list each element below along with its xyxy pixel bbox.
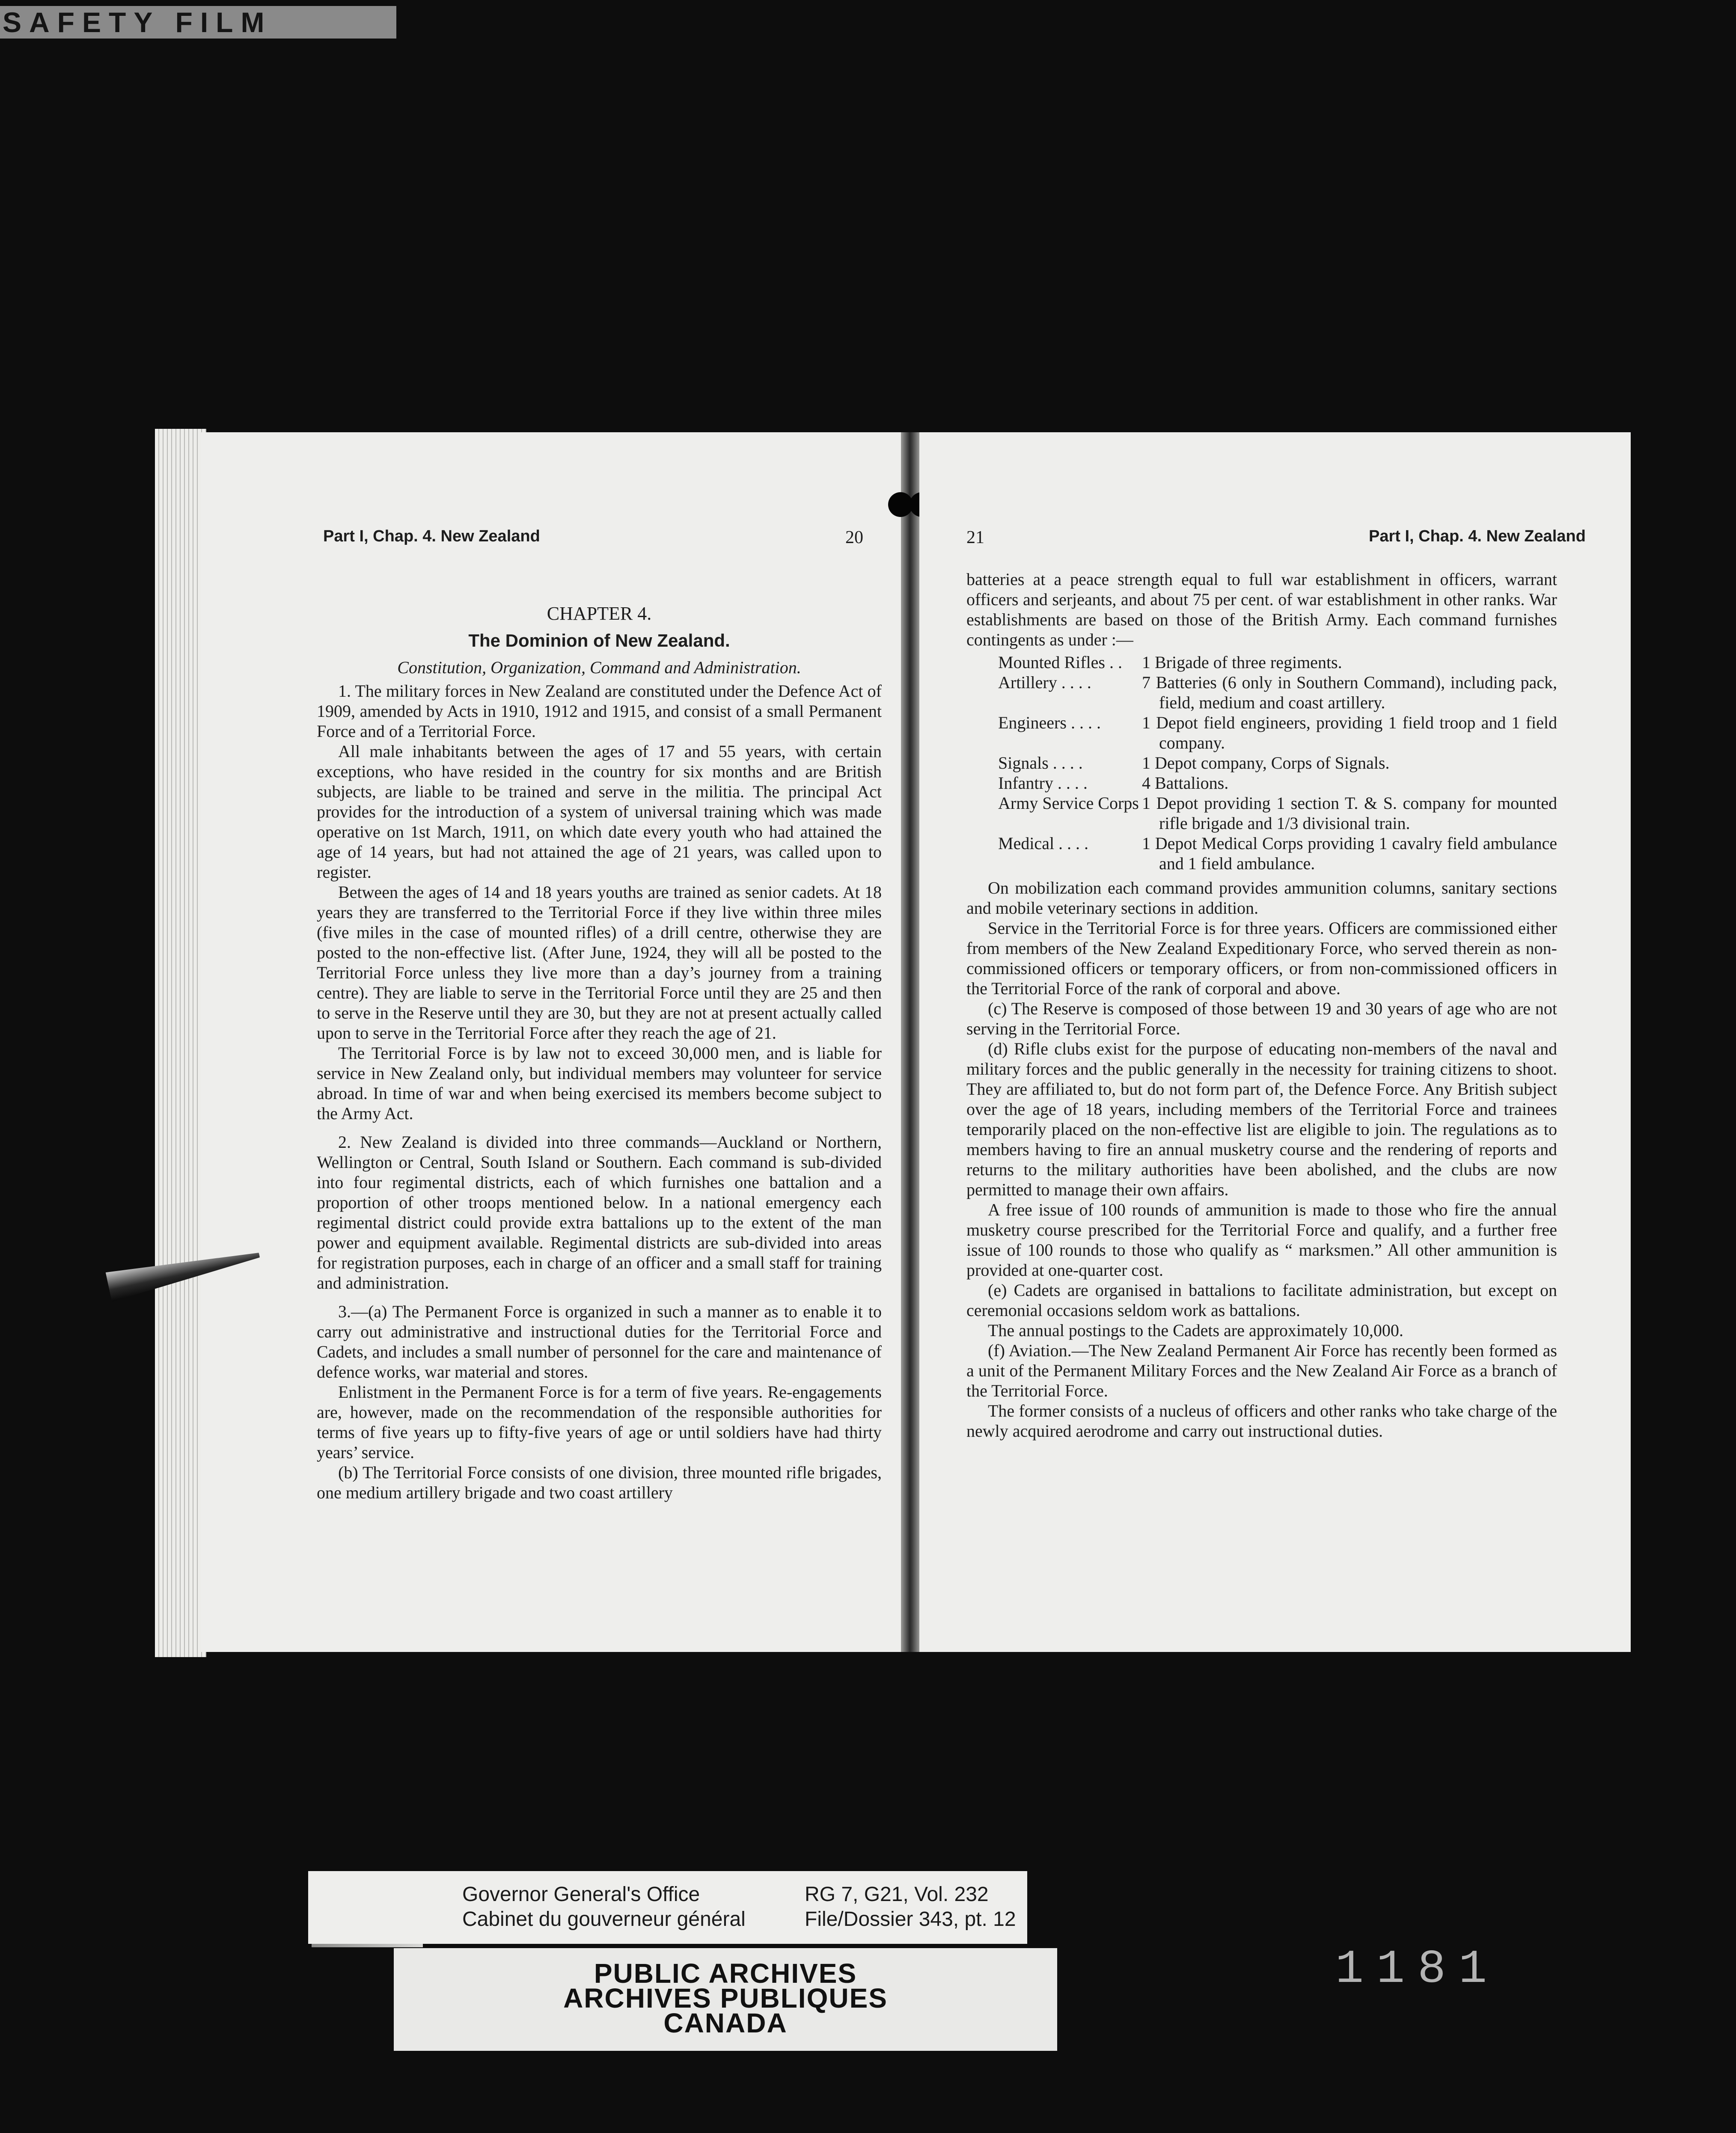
paragraph: Between the ages of 14 and 18 years youths are trained as senior cadets. At 18 years they are transferred to the Territorial Force if they live within three miles (five miles in the case of mounted rifles) of a drill centre, otherwise they are posted to the non-effective list. (After June, 1924, they will all be posted to the Territorial Force unless they live more than a day’s journey from a training centre). They are liable to serve in the Territorial Force until they are 25 and then to serve in the Reserve until they are 30, but they are not at present actually called upon to serve in the Territorial Force after they reach the age of 21. <box>317 882 882 1043</box>
unit-row <box>966 773 1557 793</box>
unit-description: 7 Batteries (6 only in Southern Command), including pack, field, medium and coast artillery. <box>1142 673 1557 712</box>
unit-row <box>966 833 1557 873</box>
paragraph: 2. New Zealand is divided into three commands—Auckland or Northern, Wellington or Central, South Island or Southern. Each command is sub-divided into four regimental districts, each of which furnishes one battalion and a proportion of other troops mentioned below. In a national emergency each regimental district could provide extra battalions up to the extent of the man power and equipment available. Regimental districts are sub-divided into areas for registration purposes, each in charge of an officer and a small staff for training and administration. <box>317 1132 882 1292</box>
unit-row <box>966 713 1557 753</box>
paragraph: The Territorial Force is by law not to exceed 30,000 men, and is liable for service in New Zealand only, but individual members may volunteer for service abroad. In time of war and when being exercised its members become subject to the Army Act. <box>317 1043 882 1123</box>
unit-name: Signals . . . . <box>998 753 1083 772</box>
left-page-header: Part I, Chap. 4. New Zealand <box>323 527 540 545</box>
unit-name: Medical . . . . <box>998 834 1089 853</box>
paragraph: 3.—(a) The Permanent Force is organized in such a manner as to enable it to carry out administrative and instructional duties for the Territorial Force and Cadets, and includes a small number of personnel for the care and maintenance of defence works, war material and stores. <box>317 1302 882 1381</box>
unit-name: Army Service Corps <box>998 793 1139 813</box>
reference-numbers <box>805 1882 1016 1932</box>
frame-number: 1181 <box>1335 1943 1500 1996</box>
unit-description: 1 Depot field engineers, providing 1 field troop and 1 field company. <box>1142 713 1557 752</box>
office-french: Cabinet du gouverneur général <box>462 1908 746 1931</box>
unit-name: Infantry . . . . <box>998 773 1088 793</box>
units-table <box>966 652 1557 873</box>
right-page-body <box>966 569 1557 1441</box>
unit-row <box>966 652 1557 672</box>
paragraph: Enlistment in the Permanent Force is for a term of five years. Re-engagements are, however, made on the recommendation of the responsible authorities for terms of five years up to fifty-five years of age or until soldiers have had thirty years’ service. <box>317 1382 882 1462</box>
book-gutter <box>901 432 921 1652</box>
unit-name: Mounted Rifles . . <box>998 653 1122 672</box>
left-page-body <box>317 603 882 1503</box>
left-page-number: 20 <box>845 528 863 547</box>
archives-stamp <box>394 1948 1057 2051</box>
office-english: Governor General's Office <box>462 1883 700 1906</box>
paragraph: 1. The military forces in New Zealand are constituted under the Defence Act of 1909, amended by Acts in 1910, 1912 and 1915, and consist of a small Permanent Force and of a Territorial Force. <box>317 681 882 741</box>
archives-line-2: ARCHIVES PUBLIQUES <box>563 1983 888 2014</box>
record-group: RG 7, G21, Vol. 232 <box>805 1883 989 1906</box>
paragraph: The annual postings to the Cadets are approximately 10,000. <box>988 1321 1403 1340</box>
left-page <box>201 432 903 1652</box>
right-page-header: Part I, Chap. 4. New Zealand <box>1369 527 1586 545</box>
paragraph: (d) Rifle clubs exist for the purpose of educating non-members of the naval and military forces and the public generally in the necessity for training citizens to shoot. They are affiliated to, but do not form part of, the Defence Force. Any British subject over the age of 18 years, including members of the Territorial Force and trainees temporarily placed on the non-effective list are eligible to join. The regulations as to members having to fire an annual musketry course and the rendering of reports and returns to the military authorities have been abolished, and the clubs are now permitted to manage their own affairs. <box>966 1039 1557 1199</box>
paragraph: On mobilization each command provides ammunition columns, sanitary sections and mobile veterinary sections in addition. <box>966 878 1557 918</box>
paragraph: All male inhabitants between the ages of 17 and 55 years, with certain exceptions, who have resided in the country for six months and are British subjects, are liable to be trained and serve in the militia. The principal Act provides for the introduction of a system of universal training which was made operative on 1st March, 1911, on which date every youth who had attained the age of 14 years, but had not attained the age of 21 years, was called upon to register. <box>317 742 882 882</box>
unit-row <box>966 793 1557 833</box>
archives-line-1: PUBLIC ARCHIVES <box>594 1958 857 1989</box>
film-header: SAFETY FILM <box>0 6 396 39</box>
paragraph: (c) The Reserve is composed of those between 19 and 30 years of age who are not serving in the Territorial Force. <box>966 999 1557 1038</box>
chapter-subtitle: Constitution, Organization, Command and Administration. <box>397 658 801 677</box>
unit-description: 1 Depot company, Corps of Signals. <box>1142 753 1390 772</box>
chapter-title: The Dominion of New Zealand. <box>468 630 730 651</box>
paragraph: The former consists of a nucleus of officers and other ranks who take charge of the newly acquired aerodrome and carry out instructional duties. <box>966 1401 1557 1441</box>
right-page <box>919 432 1631 1652</box>
unit-name: Engineers . . . . <box>998 713 1101 732</box>
unit-description: 1 Brigade of three regiments. <box>1142 653 1342 672</box>
paragraph: batteries at a peace strength equal to full war establishment in officers, warrant officers and serjeants, and about 75 per cent. of war establishment in other ranks. War establishments are based on those of the British Army. Each command furnishes contingents as under :— <box>966 570 1557 649</box>
paragraph: Service in the Territorial Force is for three years. Officers are commissioned either from members of the New Zealand Expeditionary Force, who served therein as non-commissioned officers or temporary officers, or from non-commissioned officers in the Territorial Force of the rank of corporal and above. <box>966 918 1557 998</box>
paragraph: A free issue of 100 rounds of ammunition is made to those who fire the annual musketry course prescribed for the Territorial Force and qualify, and a further free issue of 100 rounds to those who qualify as “ marksmen.” All other ammunition is provided at one-quarter cost. <box>966 1200 1557 1280</box>
unit-description: 4 Battalions. <box>1142 773 1229 793</box>
unit-name: Artillery . . . . <box>998 673 1091 692</box>
right-page-number: 21 <box>966 528 984 547</box>
archive-reference-label <box>308 1871 1027 1944</box>
unit-row <box>966 672 1557 713</box>
unit-description: 1 Depot providing 1 section T. & S. company for mounted rifle brigade and 1/3 divisional train. <box>1142 793 1557 833</box>
archives-line-3: CANADA <box>663 2008 788 2038</box>
file-dossier: File/Dossier 343, pt. 12 <box>805 1908 1016 1931</box>
paragraph: (b) The Territorial Force consists of one division, three mounted rifle brigades, one medium artillery brigade and two coast artillery <box>317 1463 882 1502</box>
office-names <box>462 1882 746 1932</box>
chapter-heading: CHAPTER 4. <box>547 603 652 624</box>
unit-description: 1 Depot Medical Corps providing 1 cavalry field ambulance and 1 field ambulance. <box>1142 834 1557 873</box>
paragraph: (e) Cadets are organised in battalions to facilitate administration, but except on ceremonial occasions seldom work as battalions. <box>966 1280 1557 1320</box>
page-edges <box>155 429 206 1657</box>
paragraph: (f) Aviation.—The New Zealand Permanent Air Force has recently been formed as a unit of the Permanent Military Forces and the New Zealand Air Force as a branch of the Territorial Force. <box>966 1341 1557 1400</box>
unit-row <box>966 753 1557 773</box>
